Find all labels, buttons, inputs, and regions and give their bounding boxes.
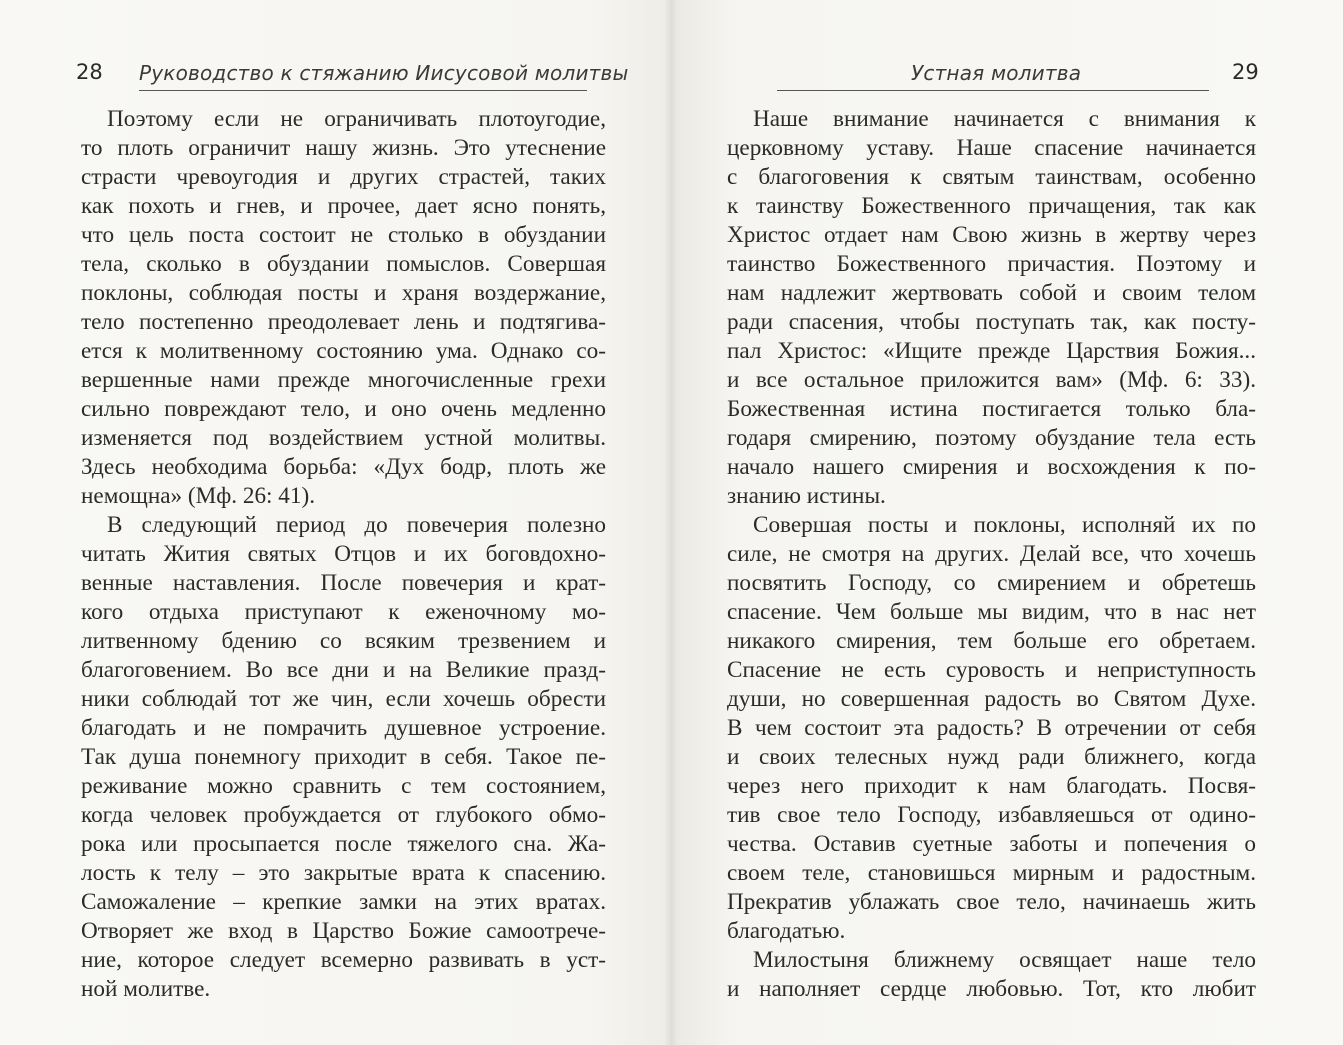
text-line: никакого смирения, тем больше его обретаем. [727,628,1256,654]
text-line: души, но совершенная радость во Святом Духе. [727,686,1256,712]
text-line: рока или просыпается после тяжелого сна. Жа- [81,831,606,857]
text-line: таинство Божественного причастия. Поэтому и [727,251,1256,277]
text-line: начало нашего смирения и восхождения к по- [727,454,1256,480]
text-line: через него приходит к нам благодать. Посвя- [727,773,1256,799]
text-line: что цель поста состоит не столько в обуздании [81,222,606,248]
text-line: Божественная истина постигается только бла- [727,396,1256,422]
text-line: В следующий период до повечерия полезно [107,512,606,538]
right-running-head: Устная молитва [911,61,1082,85]
right-page-body [727,105,1256,1004]
text-line: благоговением. Во все дни и на Великие празд- [81,657,606,683]
text-line: тив свое тело Господу, избавляешься от одино- [727,802,1256,828]
text-line: как похоть и гнев, и прочее, дает ясно понять, [81,193,606,219]
text-line: благодатью. [727,918,846,944]
left-page-number: 28 [76,60,103,84]
text-line: когда человек пробуждается от глубокого обмо- [81,802,606,828]
text-line: ради спасения, чтобы поступать так, как посту- [727,309,1256,335]
text-line: Здесь необходима борьба: «Дух бодр, плоть же [81,454,606,480]
text-line: церковному уставу. Наше спасение начинается [727,135,1256,161]
book-gutter [664,0,678,1045]
text-line: поклоны, соблюдая посты и храня воздержание, [81,280,606,306]
text-line: сильно повреждают тело, и оно очень медленно [81,396,606,422]
text-line: годаря смирению, поэтому обуздание тела есть [727,425,1256,451]
text-line: и наполняет сердце любовью. Тот, кто любит [727,976,1256,1002]
text-line: немощна» (Мф. 26: 41). [81,483,316,509]
text-line: ники соблюдай тот же чин, если хочешь обрести [81,686,606,712]
text-line: лость к телу – это закрытые врата к спасению. [81,860,606,886]
text-line: Прекратив ублажать свое тело, начинаешь жить [727,889,1256,915]
text-line: читать Жития святых Отцов и их боговдохно- [81,541,606,567]
text-line: реживание можно сравнить с тем состоянием, [81,773,606,799]
text-line: и все остальное приложится вам» (Мф. 6: 33). [727,367,1256,393]
text-line: кого отдыха приступают к еженочному мо- [81,599,606,625]
text-line: литвенному бдению со всяким трезвением и [81,628,606,654]
text-line: изменяется под воздействием устной молитвы. [81,425,606,451]
text-line: Поэтому если не ограничивать плотоугодие, [107,106,606,132]
text-line: к таинству Божественного причащения, так как [727,193,1256,219]
text-line: нам надлежит жертвовать собой и своим телом [727,280,1256,306]
left-running-head: Руководство к стяжанию Иисусовой молитвы [139,61,629,85]
text-line: Милостыня ближнему освящает наше тело [753,947,1256,973]
right-header-rule [777,90,1209,91]
text-line: Наше внимание начинается с внимания к [753,106,1256,132]
text-line: страсти чревоугодия и других страстей, таких [81,164,606,190]
text-line: Христос отдает нам Свою жизнь в жертву через [727,222,1256,248]
text-line: ется к молитвенному состоянию ума. Однако со- [81,338,606,364]
text-line: Так душа понемногу приходит в себя. Такое пе- [81,744,606,770]
text-line: ние, которое следует всемерно развивать в уст- [81,947,606,973]
text-line: посвятить Господу, со смирением и обретешь [727,570,1256,596]
text-line: вершенные нами прежде многочисленные грехи [81,367,606,393]
text-line: с благоговения к святым таинствам, особенно [727,164,1256,190]
text-line: своем теле, становишься мирным и радостным. [727,860,1256,886]
text-line: Совершая посты и поклоны, исполняй их по [753,512,1256,538]
text-line: то плоть ограничит нашу жизнь. Это утеснение [81,135,606,161]
text-line: и своих телесных нужд ради ближнего, когда [727,744,1256,770]
text-line: спасение. Чем больше мы видим, что в нас нет [727,599,1256,625]
text-line: знанию истины. [727,483,886,509]
text-line: благодать и не помрачить душевное устроение. [81,715,606,741]
text-line: чества. Оставив суетные заботы и попечения о [727,831,1256,857]
text-line: венные наставления. После повечерия и крат- [81,570,606,596]
text-line: Спасение не есть суровость и неприступность [727,657,1256,683]
left-header-rule [139,90,587,91]
text-line: силе, не смотря на других. Делай все, что хочешь [727,541,1256,567]
text-line: В чем состоит эта радость? В отречении от себя [727,715,1256,741]
text-line: тела, сколько в обуздании помыслов. Совершая [81,251,606,277]
text-line: Отворяет же вход в Царство Божие самоотрече- [81,918,606,944]
right-page-number: 29 [1232,60,1259,84]
text-line: пал Христос: «Ищите прежде Царствия Божия... [727,338,1256,364]
left-page-body [81,105,606,1004]
text-line: Саможаление – крепкие замки на этих вратах. [81,889,606,915]
text-line: ной молитве. [81,976,211,1002]
text-line: тело постепенно преодолевает лень и подтягива- [81,309,606,335]
